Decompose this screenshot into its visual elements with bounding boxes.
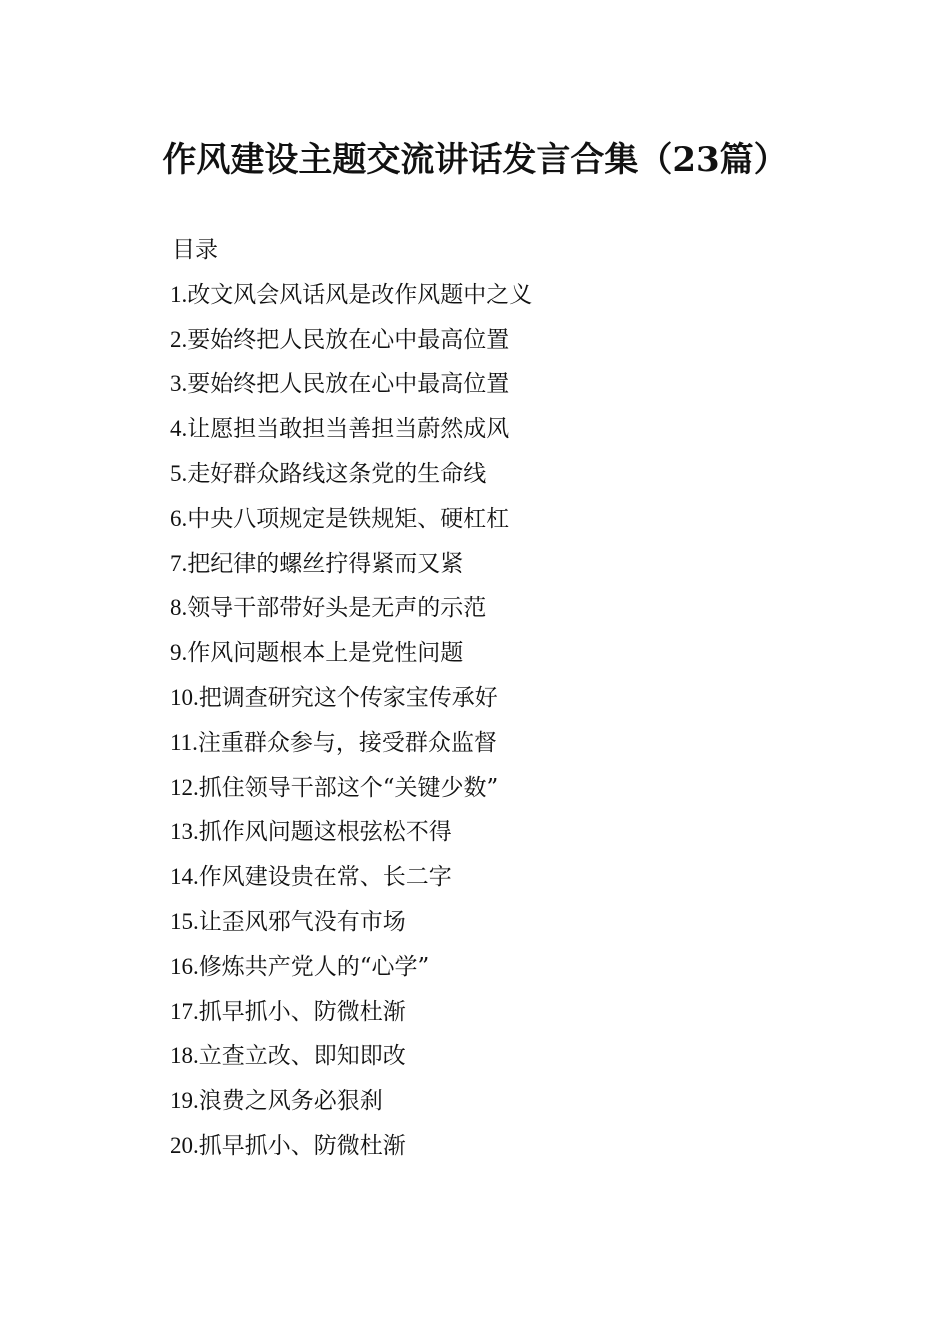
toc-item-number: 4. — [170, 416, 188, 442]
toc-item-number: 8. — [170, 595, 188, 621]
toc-item — [170, 542, 890, 587]
toc-item-text: 改文风会风话风是改作风题中之义 — [187, 281, 533, 308]
toc-item — [170, 273, 890, 318]
toc-item-number: 17. — [170, 998, 199, 1024]
toc-item — [170, 407, 890, 452]
toc-item-number: 11. — [170, 729, 198, 755]
toc-item — [170, 1124, 890, 1169]
toc-item-number: 1. — [170, 281, 188, 307]
toc-item-number: 10. — [170, 684, 199, 710]
toc-item-text: 注重群众参与，接受群众监督 — [197, 729, 497, 756]
toc-item-text: 立查立改、即知即改 — [198, 1043, 406, 1070]
toc-item-number: 19. — [170, 1088, 199, 1114]
toc-item-number: 15. — [170, 908, 199, 934]
toc-item — [170, 586, 890, 631]
toc-item-text: 要始终把人民放在心中最高位置 — [187, 326, 510, 353]
toc-item-text: 把纪律的螺丝拧得紧而又紧 — [187, 550, 464, 577]
toc-item-number: 18. — [170, 1043, 199, 1069]
toc-item — [170, 1079, 890, 1124]
toc-item — [170, 452, 890, 497]
toc-item-text: 修炼共产党人的“心学” — [198, 953, 430, 980]
toc-item-text: 抓早抓小、防微杜渐 — [198, 998, 406, 1025]
toc-item — [170, 766, 890, 811]
toc-item-text: 抓早抓小、防微杜渐 — [198, 1132, 406, 1159]
toc-item-text: 让歪风邪气没有市场 — [198, 908, 406, 935]
toc-item-text: 要始终把人民放在心中最高位置 — [187, 371, 510, 398]
toc-item — [170, 810, 890, 855]
toc-item-text: 中央八项规定是铁规矩、硬杠杠 — [187, 505, 510, 532]
toc-item-number: 9. — [170, 640, 188, 666]
toc-item — [170, 1034, 890, 1079]
toc-item — [170, 318, 890, 363]
toc-item — [170, 676, 890, 721]
toc-item-number: 5. — [170, 460, 188, 486]
toc-item — [170, 900, 890, 945]
toc-item-text: 作风问题根本上是党性问题 — [187, 640, 464, 667]
toc-item-number: 6. — [170, 505, 188, 531]
toc-list — [170, 273, 890, 1169]
toc-item — [170, 855, 890, 900]
table-of-contents — [170, 228, 890, 1169]
toc-item — [170, 497, 890, 542]
toc-item — [170, 945, 890, 990]
toc-item-number: 3. — [170, 371, 188, 397]
toc-item — [170, 362, 890, 407]
document-title: 作风建设主题交流讲话发言合集（23篇） — [162, 140, 788, 180]
toc-item-text: 把调查研究这个传家宝传承好 — [198, 684, 498, 711]
toc-item-number: 16. — [170, 953, 199, 979]
toc-item-text: 领导干部带好头是无声的示范 — [187, 595, 487, 622]
toc-item-text: 走好群众路线这条党的生命线 — [187, 460, 487, 487]
toc-item — [170, 990, 890, 1035]
toc-item-number: 2. — [170, 326, 188, 352]
toc-heading: 目录 — [172, 237, 218, 263]
toc-item-text: 抓住领导干部这个“关键少数” — [198, 774, 499, 801]
toc-item-text: 作风建设贵在常、长二字 — [198, 864, 452, 891]
toc-item — [170, 631, 890, 676]
toc-item-number: 14. — [170, 864, 199, 890]
toc-item-number: 7. — [170, 550, 188, 576]
toc-item — [170, 721, 890, 766]
toc-item-text: 让愿担当敢担当善担当蔚然成风 — [187, 416, 510, 443]
toc-item-text: 抓作风问题这根弦松不得 — [198, 819, 452, 846]
toc-item-number: 13. — [170, 819, 199, 845]
toc-item-text: 浪费之风务必狠刹 — [198, 1088, 383, 1115]
toc-item-number: 20. — [170, 1132, 199, 1158]
toc-item-number: 12. — [170, 774, 199, 800]
